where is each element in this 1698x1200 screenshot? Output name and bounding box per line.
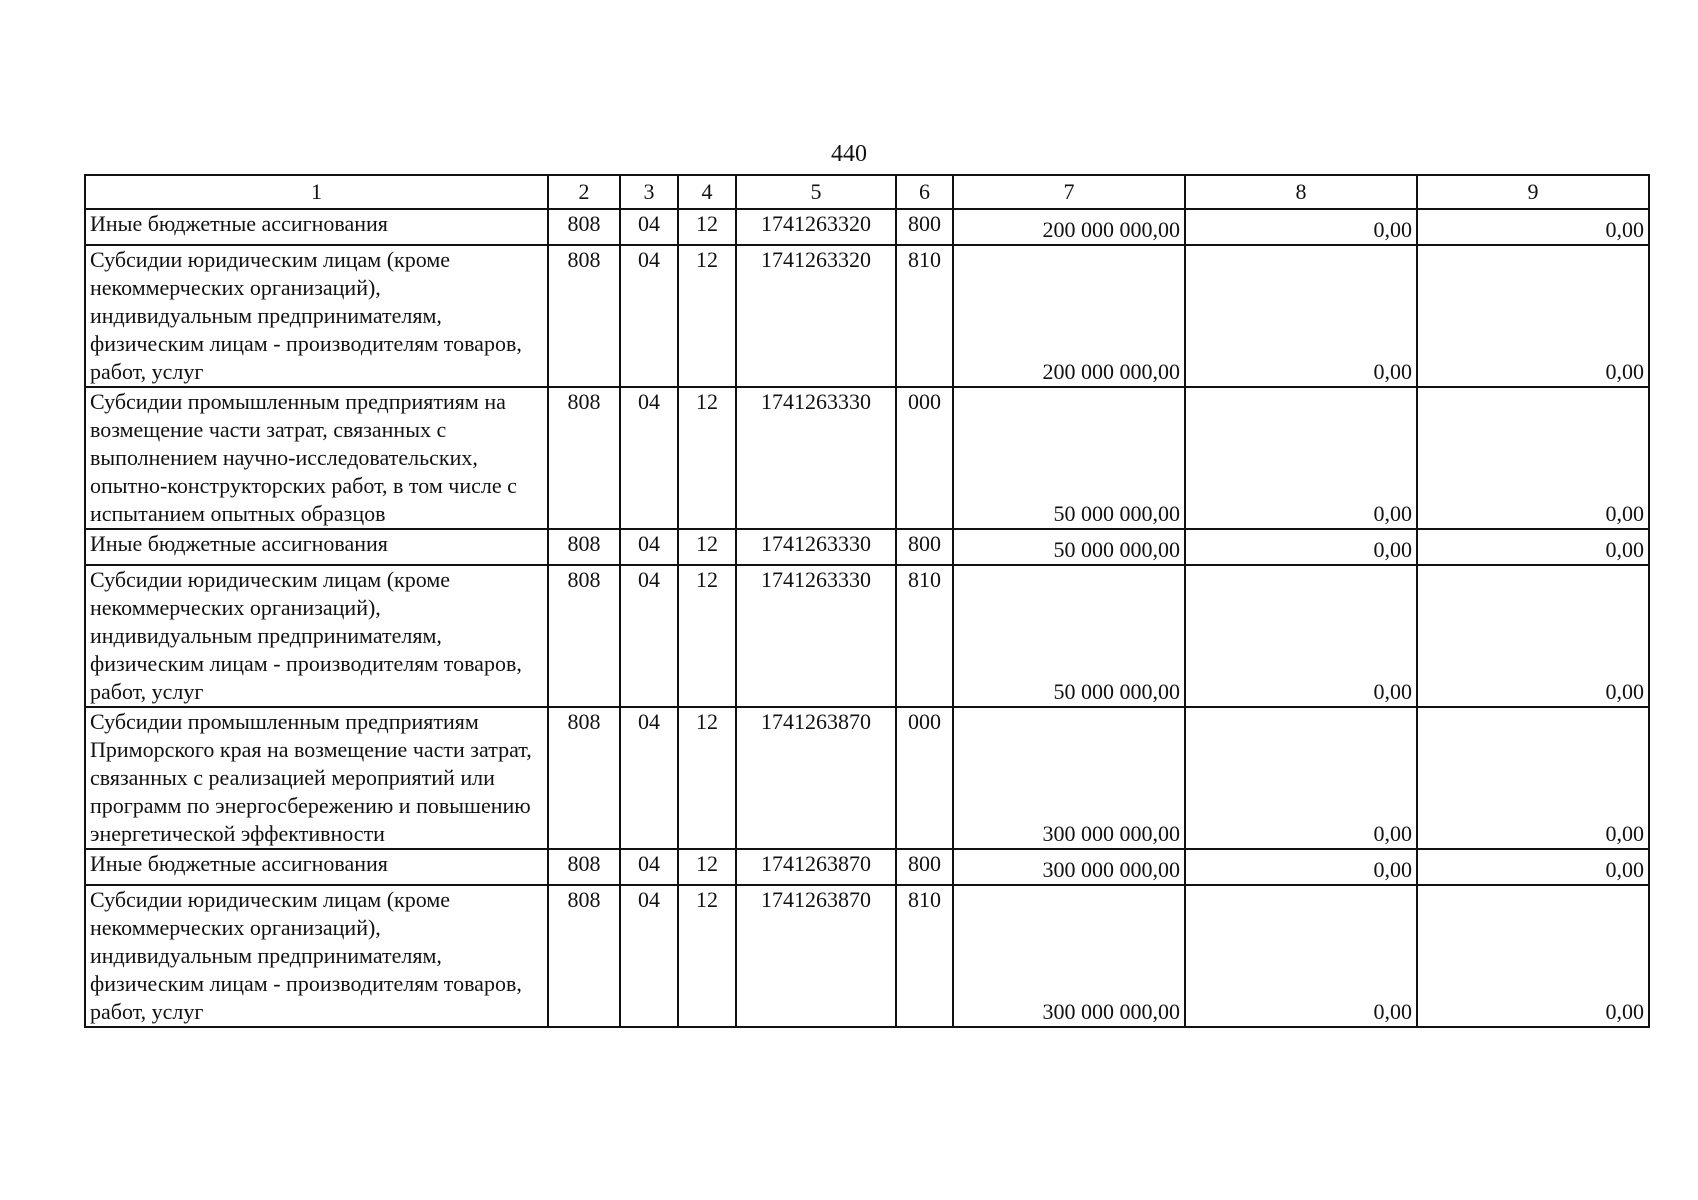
table-row	[85, 209, 1649, 245]
row-name: Субсидии юридическим лицам (кроме некоммерческих организаций), индивидуальным предпринимателям, физическим лицам - производителям товаров, работ, услуг	[85, 885, 548, 1027]
code-col5: 1741263330	[736, 387, 896, 529]
amount-col8: 0,00	[1185, 245, 1417, 387]
header-cell: 4	[678, 175, 736, 209]
amount-col8: 0,00	[1185, 387, 1417, 529]
code-col5: 1741263330	[736, 565, 896, 707]
code-col6: 000	[896, 387, 953, 529]
code-col2: 808	[548, 245, 620, 387]
budget-table	[84, 174, 1650, 1028]
table-row	[85, 707, 1649, 849]
amount-col9: 0,00	[1417, 849, 1649, 885]
row-name: Иные бюджетные ассигнования	[85, 849, 548, 885]
amount-col8: 0,00	[1185, 209, 1417, 245]
row-name: Субсидии юридическим лицам (кроме некоммерческих организаций), индивидуальным предпринимателям, физическим лицам - производителям товаров, работ, услуг	[85, 565, 548, 707]
code-col5: 1741263870	[736, 885, 896, 1027]
code-col3: 04	[620, 387, 678, 529]
code-col5: 1741263330	[736, 529, 896, 565]
table-row	[85, 245, 1649, 387]
code-col6: 810	[896, 885, 953, 1027]
row-name: Субсидии юридическим лицам (кроме некоммерческих организаций), индивидуальным предпринимателям, физическим лицам - производителям товаров, работ, услуг	[85, 245, 548, 387]
amount-col8: 0,00	[1185, 885, 1417, 1027]
row-name: Субсидии промышленным предприятиям на возмещение части затрат, связанных с выполнением научно-исследовательских, опытно-конструкторских работ, в том числе с испытанием опытных образцов	[85, 387, 548, 529]
amount-col7: 50 000 000,00	[953, 565, 1185, 707]
code-col2: 808	[548, 707, 620, 849]
code-col4: 12	[678, 885, 736, 1027]
amount-col7: 300 000 000,00	[953, 885, 1185, 1027]
code-col2: 808	[548, 209, 620, 245]
code-col4: 12	[678, 565, 736, 707]
code-col6: 800	[896, 209, 953, 245]
header-cell: 9	[1417, 175, 1649, 209]
code-col3: 04	[620, 529, 678, 565]
table-row	[85, 387, 1649, 529]
code-col3: 04	[620, 565, 678, 707]
header-cell: 5	[736, 175, 896, 209]
header-cell: 1	[85, 175, 548, 209]
page-number: 440	[831, 141, 867, 167]
header-cell: 7	[953, 175, 1185, 209]
row-name: Субсидии промышленным предприятиям Приморского края на возмещение части затрат, связанных с реализацией мероприятий или программ по энергосбережению и повышению энергетической эффективности	[85, 707, 548, 849]
code-col4: 12	[678, 529, 736, 565]
code-col4: 12	[678, 245, 736, 387]
row-name: Иные бюджетные ассигнования	[85, 209, 548, 245]
amount-col8: 0,00	[1185, 849, 1417, 885]
code-col4: 12	[678, 387, 736, 529]
code-col6: 000	[896, 707, 953, 849]
code-col2: 808	[548, 387, 620, 529]
code-col3: 04	[620, 245, 678, 387]
amount-col7: 50 000 000,00	[953, 387, 1185, 529]
code-col2: 808	[548, 849, 620, 885]
amount-col9: 0,00	[1417, 707, 1649, 849]
code-col6: 810	[896, 245, 953, 387]
code-col2: 808	[548, 565, 620, 707]
code-col5: 1741263320	[736, 209, 896, 245]
row-name: Иные бюджетные ассигнования	[85, 529, 548, 565]
amount-col9: 0,00	[1417, 209, 1649, 245]
code-col4: 12	[678, 209, 736, 245]
code-col4: 12	[678, 849, 736, 885]
amount-col9: 0,00	[1417, 387, 1649, 529]
amount-col7: 300 000 000,00	[953, 707, 1185, 849]
header-cell: 6	[896, 175, 953, 209]
table-row	[85, 529, 1649, 565]
amount-col7: 200 000 000,00	[953, 209, 1185, 245]
code-col2: 808	[548, 885, 620, 1027]
amount-col7: 300 000 000,00	[953, 849, 1185, 885]
header-row	[85, 175, 1649, 209]
code-col6: 800	[896, 849, 953, 885]
table-row	[85, 885, 1649, 1027]
header-cell: 2	[548, 175, 620, 209]
code-col2: 808	[548, 529, 620, 565]
amount-col8: 0,00	[1185, 707, 1417, 849]
code-col5: 1741263870	[736, 849, 896, 885]
code-col3: 04	[620, 209, 678, 245]
amount-col7: 200 000 000,00	[953, 245, 1185, 387]
code-col5: 1741263320	[736, 245, 896, 387]
code-col3: 04	[620, 885, 678, 1027]
amount-col9: 0,00	[1417, 245, 1649, 387]
code-col6: 800	[896, 529, 953, 565]
code-col3: 04	[620, 707, 678, 849]
table-row	[85, 565, 1649, 707]
amount-col8: 0,00	[1185, 565, 1417, 707]
code-col3: 04	[620, 849, 678, 885]
amount-col9: 0,00	[1417, 529, 1649, 565]
header-cell: 3	[620, 175, 678, 209]
code-col6: 810	[896, 565, 953, 707]
code-col5: 1741263870	[736, 707, 896, 849]
table-row	[85, 849, 1649, 885]
amount-col8: 0,00	[1185, 529, 1417, 565]
code-col4: 12	[678, 707, 736, 849]
amount-col9: 0,00	[1417, 885, 1649, 1027]
header-cell: 8	[1185, 175, 1417, 209]
amount-col7: 50 000 000,00	[953, 529, 1185, 565]
amount-col9: 0,00	[1417, 565, 1649, 707]
